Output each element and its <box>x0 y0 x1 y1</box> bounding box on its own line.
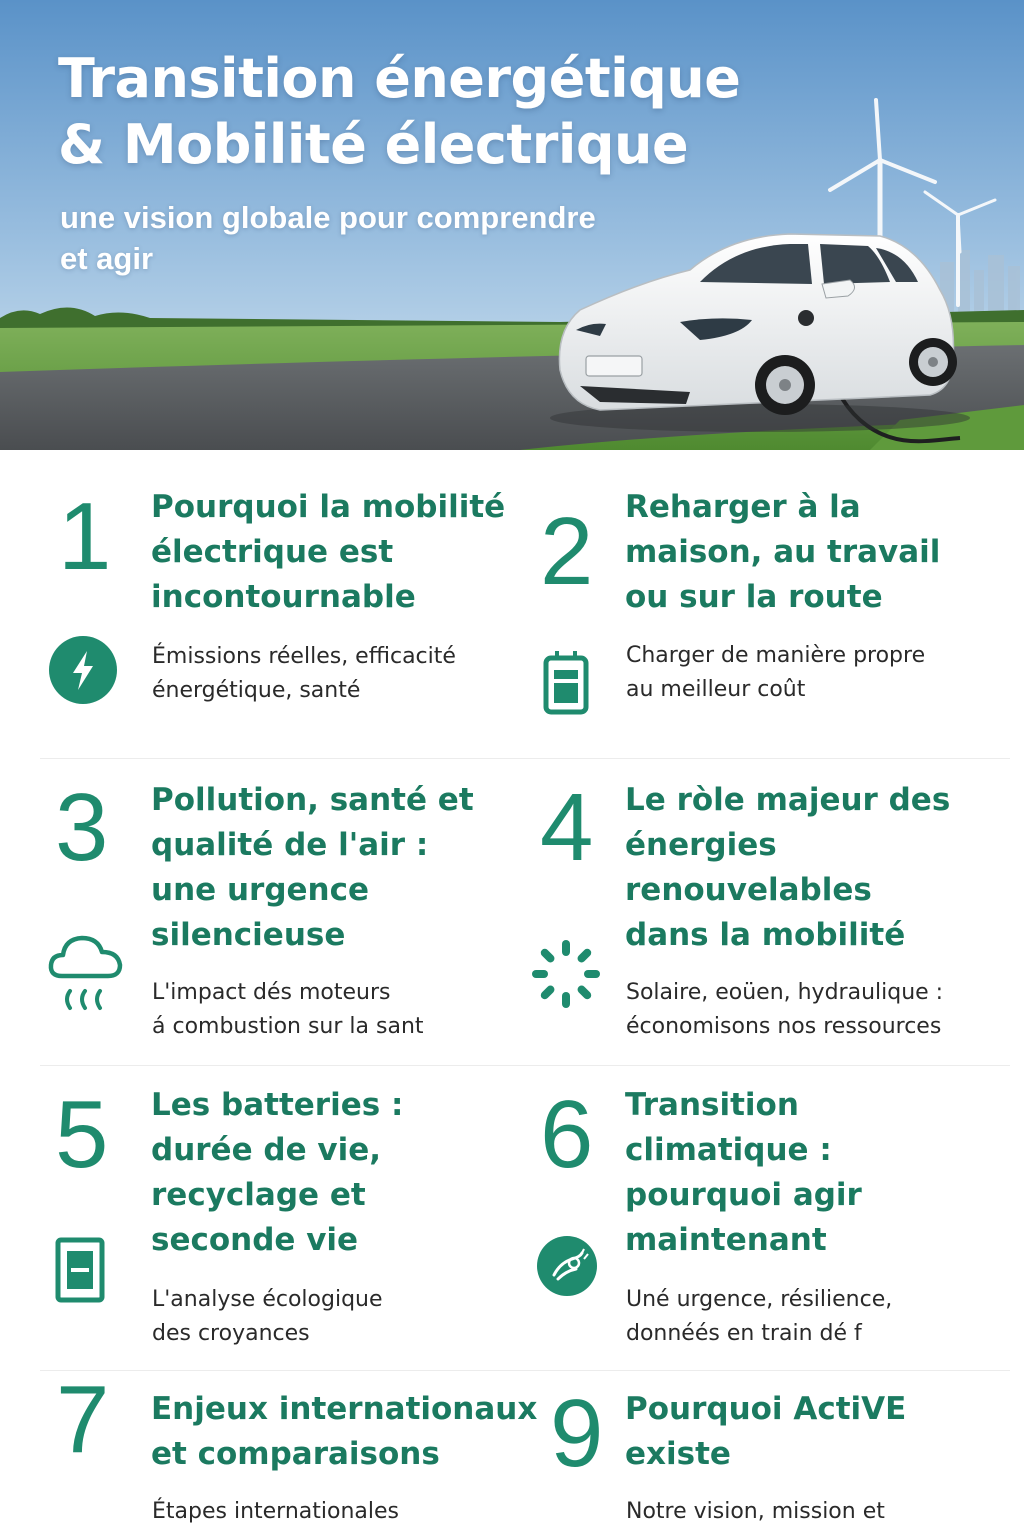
section-number: 1 <box>58 483 110 590</box>
section-title: Transition climatique : pourquoi agir maintenant <box>625 1087 862 1258</box>
section-number: 5 <box>55 1081 107 1188</box>
section-title: Pollution, santé et qualité de l'air : une urgence silencieuse <box>151 782 474 953</box>
cloud-smog-icon <box>48 926 124 1020</box>
section-description: Notre vision, mission et <box>626 1499 885 1524</box>
row-divider <box>40 758 1010 759</box>
hero-title <box>58 46 740 178</box>
section-title: Le ròle majeur des énergies renouvelables dans la mobilité <box>625 782 951 953</box>
section-title: Reharger à la maison, au travail ou sur la route <box>625 489 941 615</box>
sun-rays-icon <box>530 938 602 1014</box>
section-title: Les batteries : durée de vie, recyclage et seconde vie <box>151 1087 404 1258</box>
battery-icon <box>55 1237 105 1307</box>
hero-subtitle <box>60 197 596 279</box>
hero-title-line-2: & Mobilité électrique <box>58 113 689 176</box>
section-description: Uné urgence, résilience, donnéés en train dé f <box>626 1287 893 1346</box>
row-divider <box>40 1370 1010 1371</box>
hero-subtitle-line-1: une vision globale pour comprendre <box>60 200 596 235</box>
section-description: Émissions réelles, efficacité énergétique, santé <box>152 644 456 703</box>
section-number: 4 <box>540 774 592 881</box>
section-description: L'analyse écologique des croyances <box>152 1287 383 1346</box>
section-number: 7 <box>56 1366 108 1473</box>
section-title: Enjeux internationaux et comparaisons <box>151 1391 538 1472</box>
section-description: Charger de manière propre au meilleur coût <box>626 643 926 702</box>
section-number: 9 <box>550 1380 602 1487</box>
lightning-bolt-icon <box>48 635 118 709</box>
section-title: Pourquoi ActiVE existe <box>625 1391 907 1472</box>
hero-banner <box>0 0 1024 450</box>
section-number: 2 <box>540 498 592 605</box>
section-description: L'impact dés moteurs á combustion sur la sant <box>152 980 424 1039</box>
section-title: Pourquoi la mobilité électrique est incontournable <box>151 489 506 615</box>
section-description: Étapes internationales <box>152 1499 399 1524</box>
hero-title-line-1: Transition énergétique <box>58 47 741 110</box>
charging-station-icon <box>543 650 591 720</box>
section-number: 3 <box>55 774 107 881</box>
climate-icon <box>536 1235 598 1301</box>
hero-subtitle-line-2: et agir <box>60 241 154 276</box>
section-description: Solaire, eoüen, hydraulique : économisons nos ressources <box>626 980 944 1039</box>
row-divider <box>40 1065 1010 1066</box>
section-number: 6 <box>540 1081 592 1188</box>
